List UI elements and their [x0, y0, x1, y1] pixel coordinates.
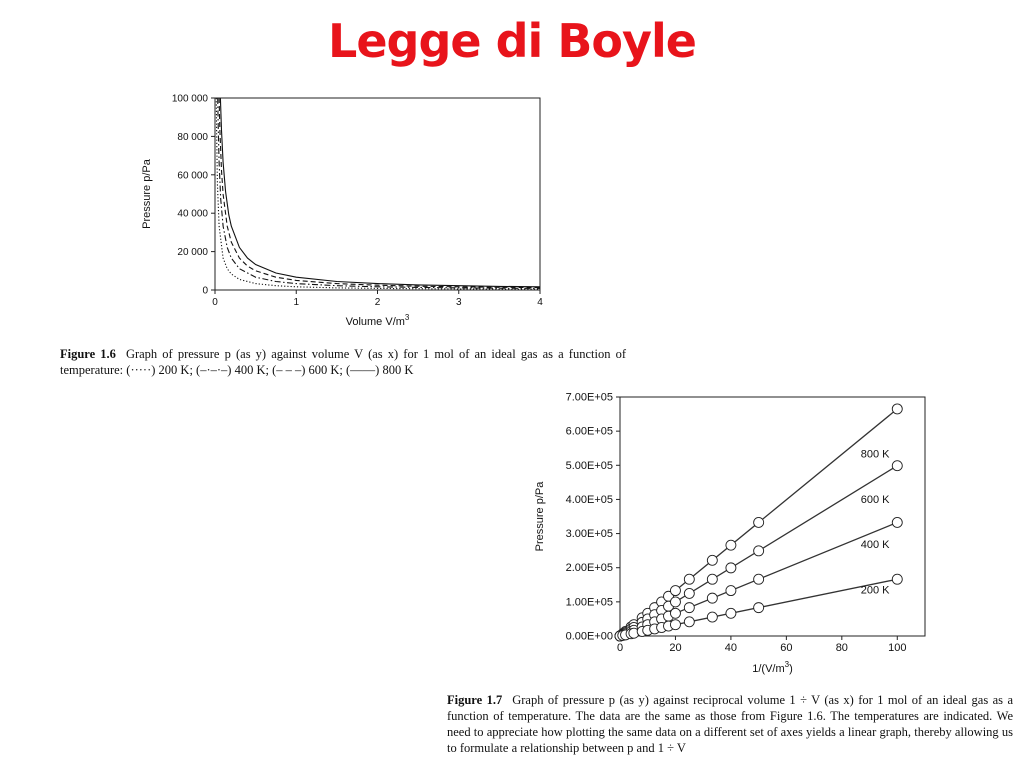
slide-title: Legge di Boyle — [328, 14, 696, 68]
data-point-400-k — [707, 593, 717, 603]
x-tick-label: 60 — [780, 642, 793, 654]
x-tick-label: 0 — [616, 642, 624, 654]
x-axis-title: Volume $V/m^3$ — [345, 313, 410, 328]
series-label-400-k: 400 K — [860, 539, 890, 552]
y-tick-label: 1.00E+05 — [565, 596, 613, 609]
data-point-400-k — [754, 574, 764, 584]
plot-frame — [215, 98, 540, 290]
data-point-800-k — [726, 540, 736, 550]
data-point-200-k — [726, 608, 736, 618]
x-tick-label: 100 — [888, 642, 907, 654]
x-tick-label: 80 — [835, 642, 848, 654]
data-point-600-k — [892, 461, 902, 471]
y-tick-label: 0.00E+00 — [565, 630, 613, 643]
series-line-200-k — [216, 98, 540, 289]
data-point-800-k — [670, 586, 680, 596]
series-line-400-k — [218, 98, 540, 288]
y-tick-label: 20 000 — [177, 247, 208, 259]
y-tick-label: 2.00E+05 — [565, 562, 613, 575]
data-point-200-k — [707, 612, 717, 622]
x-axis-title: $1/(V/m^3)$ — [752, 660, 793, 675]
series-label-800-k: 800 K — [860, 448, 890, 461]
data-point-400-k — [684, 603, 694, 613]
y-axis-title: Pressure p/Pa — [141, 159, 153, 229]
x-tick-label: 1 — [293, 297, 300, 308]
chart-pressure-vs-reciprocal-volume — [526, 386, 946, 680]
data-point-600-k — [726, 563, 736, 573]
data-point-600-k — [670, 597, 680, 607]
y-tick-label: 4.00E+05 — [565, 493, 613, 506]
data-point-600-k — [684, 588, 694, 598]
figure-1-6-caption — [60, 346, 626, 378]
series-line-800-k — [220, 98, 540, 287]
y-tick-label: 5.00E+05 — [565, 459, 613, 472]
figure-1-7-label: Figure 1.7 — [447, 693, 503, 707]
figure-1-6-label: Figure 1.6 — [60, 347, 116, 361]
y-tick-label: 6.00E+05 — [565, 425, 613, 438]
x-tick-label: 3 — [455, 297, 462, 308]
x-tick-label: 20 — [669, 642, 682, 654]
y-tick-label: 80 000 — [177, 131, 208, 143]
figure-1-6-text: Graph of pressure p (as y) against volume V (as x) for 1 mol of an ideal gas as a function of temperature: (·····) 200 K; (–·–·–) 400 K; (– – –) 600 K; (——) 800 K — [60, 347, 627, 377]
data-point-800-k — [684, 574, 694, 584]
data-point-600-k — [707, 574, 717, 584]
data-point-800-k — [892, 404, 902, 414]
data-point-200-k — [754, 603, 764, 613]
series-label-200-k: 200 K — [860, 584, 890, 597]
x-tick-label: 4 — [537, 297, 543, 308]
data-point-200-k — [670, 620, 680, 630]
y-tick-label: 100 000 — [171, 93, 208, 105]
y-axis-title: Pressure p/Pa — [534, 481, 546, 552]
data-point-200-k — [892, 574, 902, 584]
data-point-800-k — [707, 555, 717, 565]
data-point-200-k — [684, 617, 694, 627]
data-point-400-k — [892, 517, 902, 527]
x-tick-label: 40 — [724, 642, 738, 654]
data-point-400-k — [726, 586, 736, 596]
series-line-600-k — [219, 98, 540, 288]
figure-1-7-caption — [447, 692, 1013, 756]
series-label-600-k: 600 K — [860, 493, 890, 506]
x-tick-label: 2 — [374, 297, 381, 308]
data-point-800-k — [754, 517, 764, 527]
y-tick-label: 3.00E+05 — [565, 528, 613, 541]
figure-1-7-text: Graph of pressure p (as y) against reciprocal volume 1 ÷ V (as x) for 1 mol of an ideal gas as a function of temperature. The data are the same as those from Figure 1.6. The temperatures are indicated. We need to appreciate how plotting the same data on a different set of axes yields a linear graph, thereby allowing us to formulate a relationship between p and 1 ÷ V — [447, 693, 1013, 755]
data-point-400-k — [670, 608, 680, 618]
chart-pressure-vs-volume — [130, 88, 560, 338]
data-point-600-k — [754, 546, 764, 556]
y-tick-label: 0 — [202, 285, 208, 297]
x-tick-label: 0 — [212, 297, 218, 308]
y-tick-label: 40 000 — [177, 208, 208, 220]
y-tick-label: 60 000 — [177, 170, 208, 182]
y-tick-label: 7.00E+05 — [565, 391, 613, 404]
